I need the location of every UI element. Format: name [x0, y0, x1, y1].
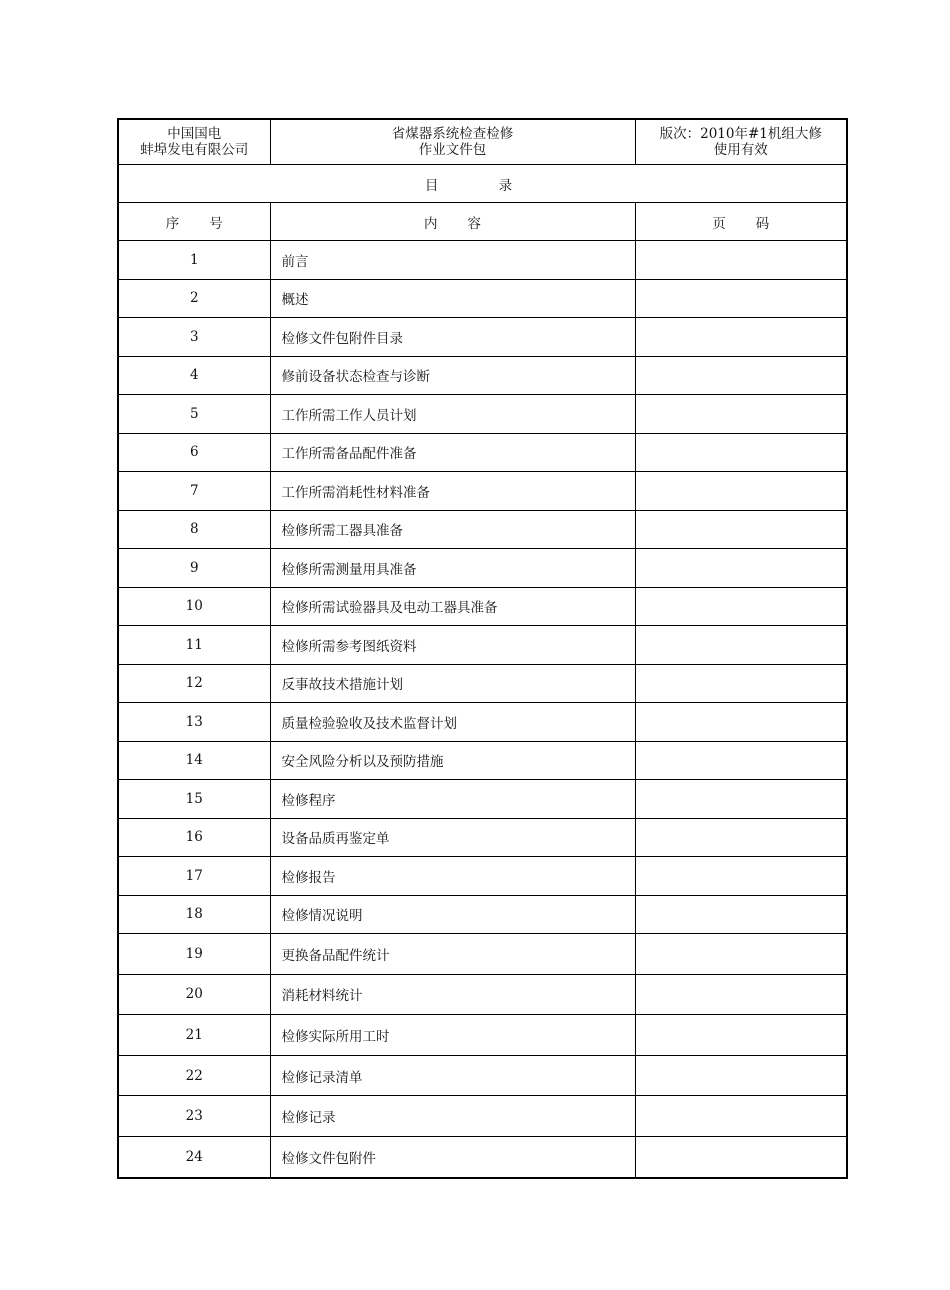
row-number: 22 [118, 1055, 270, 1096]
row-page [635, 741, 847, 780]
toc-title: 目 录 [118, 165, 847, 203]
row-title: 检修所需试验器具及电动工器具准备 [270, 587, 635, 626]
row-page [635, 626, 847, 665]
row-page [635, 974, 847, 1015]
row-title: 设备品质再鉴定单 [270, 818, 635, 857]
column-header-seq [118, 203, 270, 241]
row-title: 检修所需测量用具准备 [270, 549, 635, 588]
table-row [118, 587, 847, 626]
table-row [118, 356, 847, 395]
table-row [118, 1055, 847, 1096]
row-title: 工作所需工作人员计划 [270, 395, 635, 434]
toc-table [117, 118, 848, 1179]
row-title: 检修程序 [270, 780, 635, 819]
row-page [635, 857, 847, 896]
table-row [118, 395, 847, 434]
table-row [118, 549, 847, 588]
row-page [635, 1136, 847, 1177]
row-page [635, 1055, 847, 1096]
row-page [635, 587, 847, 626]
document-title-line-2: 作业文件包 [418, 142, 487, 158]
row-page [635, 703, 847, 742]
row-page [635, 818, 847, 857]
table-row [118, 433, 847, 472]
row-number: 5 [118, 395, 270, 434]
row-title: 工作所需备品配件准备 [270, 433, 635, 472]
table-row [118, 703, 847, 742]
company-line-1: 中国国电 [167, 126, 222, 142]
table-row [118, 510, 847, 549]
table-row [118, 664, 847, 703]
row-page [635, 664, 847, 703]
toc-title-row [118, 165, 847, 203]
column-header-seq-a: 序 [165, 215, 180, 232]
row-page [635, 1015, 847, 1056]
column-header-page-a: 页 [712, 215, 726, 232]
row-page [635, 472, 847, 511]
row-number: 4 [118, 356, 270, 395]
row-page [635, 780, 847, 819]
row-page [635, 241, 847, 280]
table-row [118, 934, 847, 975]
row-number: 3 [118, 318, 270, 357]
row-number: 14 [118, 741, 270, 780]
row-title: 检修文件包附件目录 [270, 318, 635, 357]
row-page [635, 895, 847, 934]
row-title: 反事故技术措施计划 [270, 664, 635, 703]
table-row [118, 241, 847, 280]
row-title: 检修情况说明 [270, 895, 635, 934]
column-header-content-b: 容 [467, 215, 481, 232]
row-number: 12 [118, 664, 270, 703]
row-title: 概述 [270, 279, 635, 318]
row-title: 检修所需参考图纸资料 [270, 626, 635, 665]
column-header-page [635, 203, 847, 241]
row-number: 17 [118, 857, 270, 896]
toc-document [117, 118, 846, 1179]
table-row [118, 1136, 847, 1177]
row-title: 检修文件包附件 [270, 1136, 635, 1177]
column-header-page-b: 码 [755, 215, 770, 232]
version-line-2: 使用有效 [713, 142, 768, 158]
table-row [118, 857, 847, 896]
row-page [635, 279, 847, 318]
row-title: 消耗材料统计 [270, 974, 635, 1015]
row-number: 6 [118, 433, 270, 472]
row-title: 工作所需消耗性材料准备 [270, 472, 635, 511]
company-line-2: 蚌埠发电有限公司 [140, 142, 249, 158]
row-number: 15 [118, 780, 270, 819]
row-title: 检修所需工器具准备 [270, 510, 635, 549]
row-number: 7 [118, 472, 270, 511]
row-title: 前言 [270, 241, 635, 280]
row-number: 2 [118, 279, 270, 318]
row-page [635, 433, 847, 472]
row-title: 安全风险分析以及预防措施 [270, 741, 635, 780]
row-title: 检修实际所用工时 [270, 1015, 635, 1056]
document-title-cell [270, 119, 635, 165]
row-number: 19 [118, 934, 270, 975]
table-row [118, 318, 847, 357]
table-row [118, 818, 847, 857]
row-page [635, 549, 847, 588]
row-page [635, 934, 847, 975]
row-page [635, 510, 847, 549]
row-page [635, 356, 847, 395]
row-number: 24 [118, 1136, 270, 1177]
column-header-seq-b: 号 [209, 215, 223, 232]
row-number: 10 [118, 587, 270, 626]
table-row [118, 626, 847, 665]
table-row [118, 895, 847, 934]
row-number: 11 [118, 626, 270, 665]
row-title: 质量检验验收及技术监督计划 [270, 703, 635, 742]
row-title: 检修记录 [270, 1096, 635, 1137]
row-number: 8 [118, 510, 270, 549]
row-title: 修前设备状态检查与诊断 [270, 356, 635, 395]
column-header-content [270, 203, 635, 241]
table-row [118, 1015, 847, 1056]
table-row [118, 741, 847, 780]
row-number: 21 [118, 1015, 270, 1056]
row-page [635, 318, 847, 357]
row-number: 13 [118, 703, 270, 742]
row-title: 更换备品配件统计 [270, 934, 635, 975]
row-title: 检修记录清单 [270, 1055, 635, 1096]
column-header-row [118, 203, 847, 241]
row-page [635, 395, 847, 434]
table-row [118, 974, 847, 1015]
version-cell [635, 119, 847, 165]
row-number: 1 [118, 241, 270, 280]
header-row [118, 119, 847, 165]
row-number: 20 [118, 974, 270, 1015]
document-title-line-1: 省煤器系统检查检修 [391, 126, 514, 142]
row-number: 9 [118, 549, 270, 588]
table-row [118, 279, 847, 318]
row-number: 16 [118, 818, 270, 857]
row-title: 检修报告 [270, 857, 635, 896]
company-cell [118, 119, 270, 165]
column-header-content-a: 内 [424, 215, 438, 232]
table-row [118, 1096, 847, 1137]
row-number: 23 [118, 1096, 270, 1137]
table-row [118, 472, 847, 511]
row-number: 18 [118, 895, 270, 934]
table-row [118, 780, 847, 819]
version-line-1: 版次：2010年#1机组大修 [659, 126, 822, 142]
row-page [635, 1096, 847, 1137]
